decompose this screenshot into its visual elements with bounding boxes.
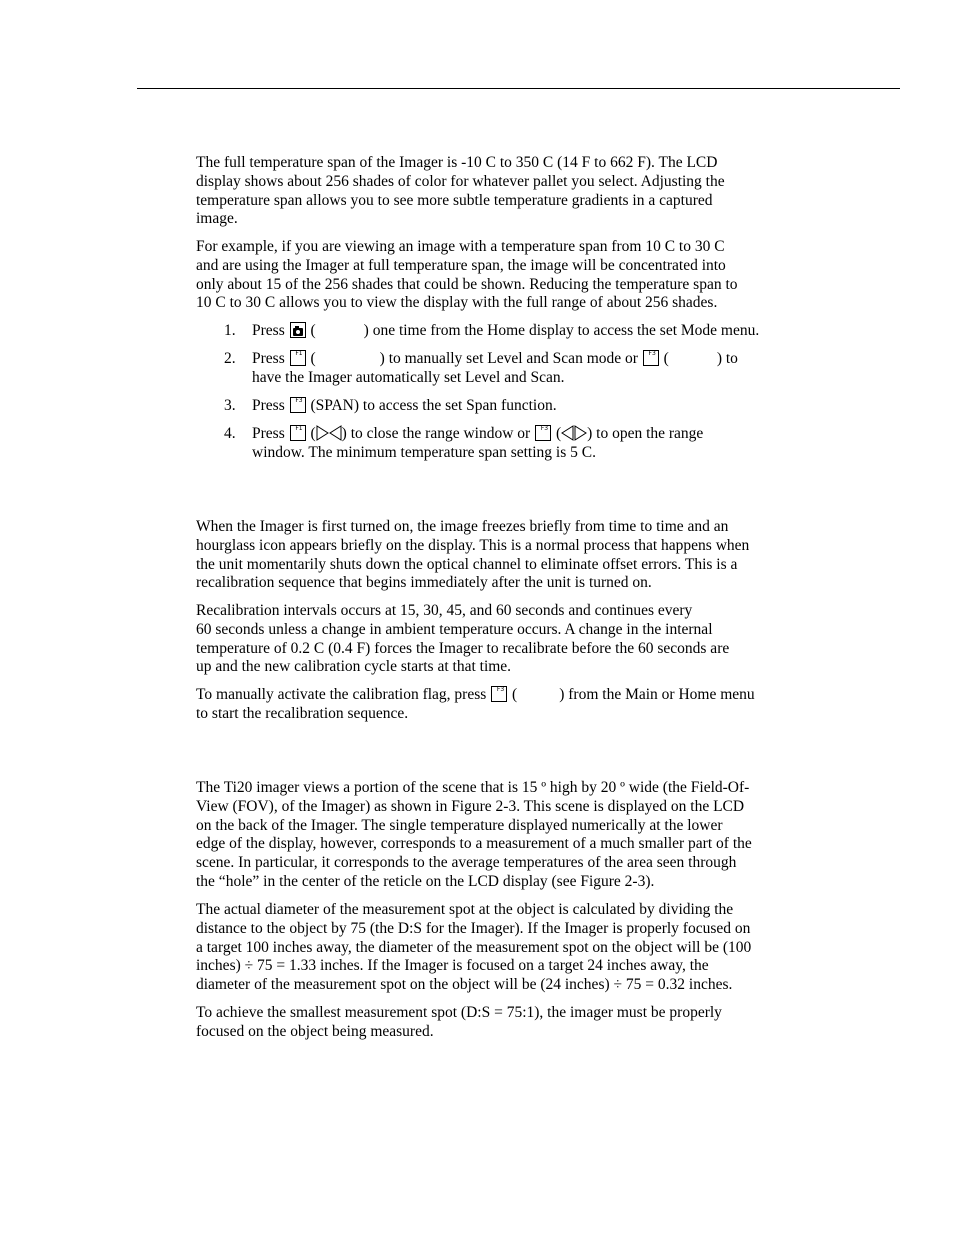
text-line: the unit momentarily shuts down the optical channel to eliminate offset errors. This is a	[196, 555, 738, 573]
text-line: the “hole” in the center of the reticle on the LCD display (see Figure 2-3).	[196, 872, 655, 890]
text-line: up and the new calibration cycle starts at that time.	[196, 658, 512, 676]
text-line: When the Imager is first turned on, the image freezes briefly from time to time and an	[196, 518, 729, 535]
step-number: 3.	[224, 397, 236, 414]
text-line: To achieve the smallest measurement spot (D:S = 75:1), the imager must be properly	[196, 1004, 722, 1021]
text-line: temperature span allows you to see more subtle temperature gradients in a captured	[196, 191, 713, 209]
step-text-line2: window. The minimum temperature span setting is 5 C.	[252, 444, 596, 461]
paragraph-span-example	[196, 238, 816, 313]
f1-key-icon: F1	[290, 425, 306, 441]
text-line: focused on the object being measured.	[196, 1022, 434, 1040]
text-line: For example, if you are viewing an image with a temperature span from 10 C to 30 C	[196, 238, 725, 255]
step-number: 2.	[224, 350, 236, 367]
text-line: The actual diameter of the measurement spot at the object is calculated by dividing the	[196, 901, 734, 918]
step-rest-text: (SPAN) to access the set Span function.	[310, 397, 557, 414]
text-line: on the back of the Imager. The single temperature displayed numerically at the lower	[196, 816, 723, 834]
step-press-text: Press	[252, 397, 285, 414]
text-line: The Ti20 imager views a portion of the scene that is 15 º high by 20 º wide (the Field-Of-	[196, 779, 750, 796]
paren-open: (	[310, 425, 316, 442]
text-line: only about 15 of the 256 shades that could be shown. Reducing the temperature span to	[196, 275, 738, 293]
step-mid-text: ) to close the range window or	[341, 425, 531, 442]
text-segment: To manually activate the calibration flag, press	[196, 686, 487, 703]
text-line: recalibration sequence that begins immediately after the unit is turned on.	[196, 574, 652, 592]
triangle-right-icon	[574, 425, 587, 441]
step-text-line2: have the Imager automatically set Level and Scan.	[252, 369, 565, 386]
text-line: inches) ÷ 75 = 1.33 inches. If the Imager is focused on a target 24 inches away, the	[196, 957, 709, 975]
camera-key-icon	[290, 322, 306, 338]
f3-key-icon: F3	[290, 397, 306, 413]
text-line	[196, 686, 816, 705]
step-press-text: Press	[252, 350, 285, 367]
text-line: 10 C to 30 C allows you to view the display with the full range of about 256 shades.	[196, 294, 718, 312]
step-mid-text: ) to manually set Level and Scan mode or	[379, 350, 638, 367]
step-text	[252, 425, 703, 444]
paren-open: (	[310, 322, 316, 339]
text-line: temperature of 0.2 C (0.4 F) forces the Imager to recalibrate before the 60 seconds are	[196, 639, 730, 657]
step-number: 1.	[224, 322, 236, 339]
text-line: and are using the Imager at full temperature span, the image will be concentrated into	[196, 256, 726, 274]
f1-key-icon: F1	[290, 350, 306, 366]
step-text	[252, 322, 759, 341]
paren-open: (	[310, 350, 316, 367]
text-line: The full temperature span of the Imager is -10 C to 350 C (14 F to 662 F). The LCD	[196, 154, 718, 171]
text-line: edge of the display, however, corresponds to a measurement of a much smaller part of the	[196, 835, 752, 853]
f3-key-icon: F3	[643, 350, 659, 366]
paragraph-field-of-view	[196, 779, 816, 892]
text-line: hourglass icon appears briefly on the display. This is a normal process that happens when	[196, 536, 750, 554]
paragraph-startup-freeze	[196, 518, 816, 593]
text-line: Recalibration intervals occurs at 15, 30, 45, and 60 seconds and continues every	[196, 602, 693, 619]
text-line: scene. In particular, it corresponds to the average temperatures of the area seen through	[196, 854, 737, 872]
step-number: 4.	[224, 425, 236, 442]
triangle-right-icon	[316, 425, 329, 441]
paragraph-recalibration-intervals	[196, 602, 816, 677]
paren-open: (	[555, 425, 562, 442]
paragraph-smallest-spot	[196, 1004, 816, 1042]
triangle-left-icon	[561, 425, 574, 441]
f3-key-icon: F3	[535, 425, 551, 441]
paragraph-temperature-span	[196, 154, 816, 229]
paren-open: (	[663, 350, 669, 367]
step-end-text: ) to open the range	[587, 425, 704, 442]
paragraph-manual-calibration	[196, 686, 816, 724]
text-line: diameter of the measurement spot on the object will be (24 inches) ÷ 75 = 0.32 inches.	[196, 976, 733, 994]
step-text	[252, 350, 738, 369]
step-rest-text: ) one time from the Home display to access the set Mode menu.	[363, 322, 760, 339]
step-end-text: ) to	[716, 350, 738, 367]
text-line: a target 100 inches away, the diameter of the measurement spot on the object will be (100	[196, 938, 752, 956]
text-line: image.	[196, 210, 238, 228]
triangle-left-icon	[329, 425, 342, 441]
text-line: distance to the object by 75 (the D:S for the Imager). If the Imager is properly focused on	[196, 919, 751, 937]
text-line: display shows about 256 shades of color for whatever pallet you select. Adjusting the	[196, 172, 725, 190]
text-line: 60 seconds unless a change in ambient temperature occurs. A change in the internal	[196, 620, 713, 638]
paragraph-spot-diameter	[196, 901, 816, 995]
text-line: View (FOV), of the Imager) as shown in Figure 2-3. This scene is displayed on the LCD	[196, 797, 745, 815]
header-rule	[137, 88, 900, 89]
f3-key-icon: F3	[491, 686, 507, 702]
step-text	[252, 397, 557, 416]
text-line: to start the recalibration sequence.	[196, 704, 409, 722]
step-press-text: Press	[252, 425, 285, 442]
paren-open: (	[512, 686, 518, 703]
step-press-text: Press	[252, 322, 285, 339]
text-segment: ) from the Main or Home menu	[559, 686, 755, 703]
